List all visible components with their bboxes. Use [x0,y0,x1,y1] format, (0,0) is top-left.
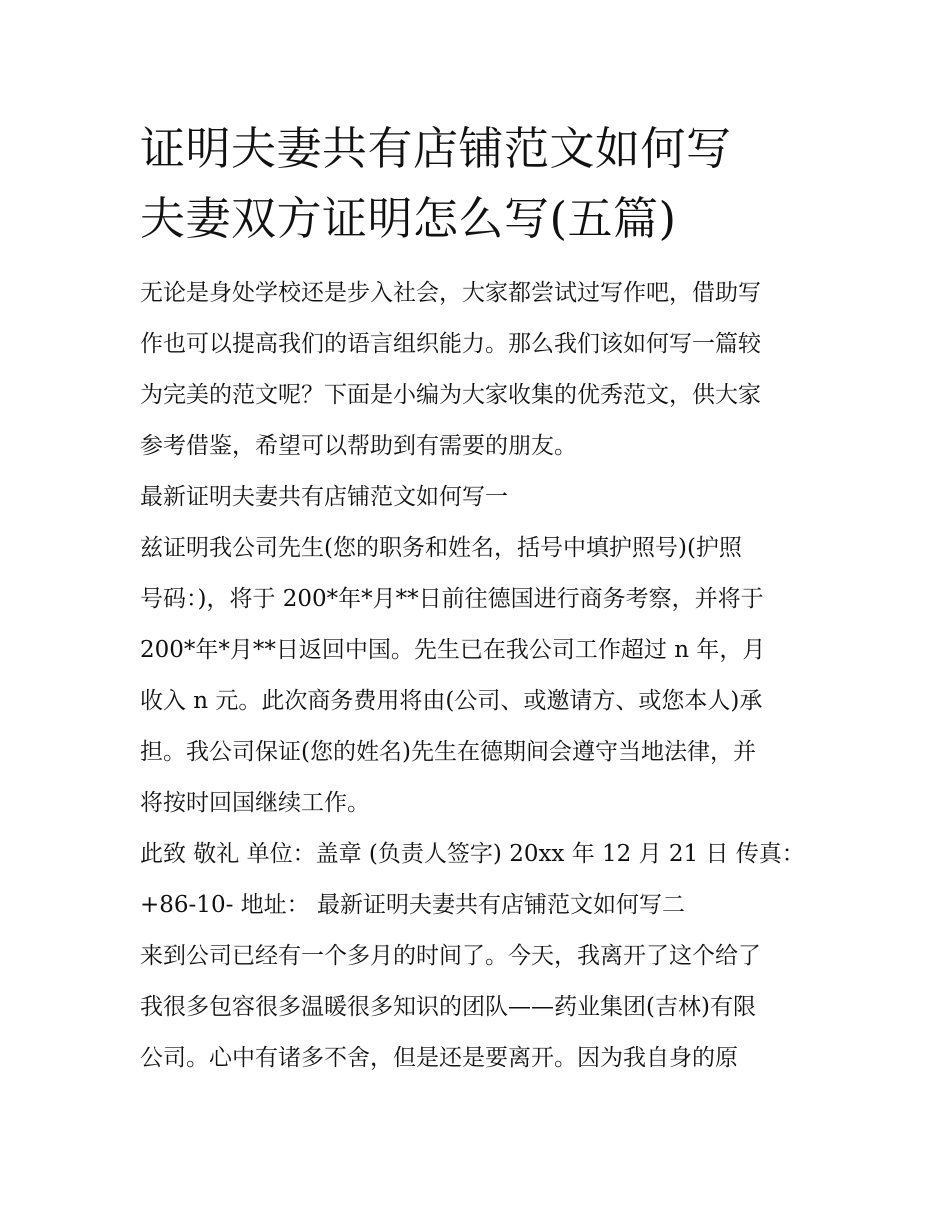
body-line: +86-10- 地址： 最新证明夫妻共有店铺范文如何写二 [140,892,685,918]
section-heading: 最新证明夫妻共有店铺范文如何写一 [140,484,508,510]
title-line-2: 夫妻双方证明怎么写(五篇) [140,192,677,245]
body-line: 参考借鉴，希望可以帮助到有需要的朋友。 [140,433,577,459]
body-line: 作也可以提高我们的语言组织能力。那么我们该如何写一篇较 [140,331,761,357]
body-line: 为完美的范文呢？下面是小编为大家收集的优秀范文，供大家 [140,382,761,408]
body-line: 担。我公司保证(您的姓名)先生在德期间会遵守当地法律，并 [140,739,756,765]
body-line: 我很多包容很多温暖很多知识的团队——药业集团(吉林)有限 [140,994,756,1020]
document-content [140,114,812,1084]
document-title [140,114,812,254]
body-line: 公司。心中有诸多不舍，但是还是要离开。因为我自身的原 [140,1045,738,1071]
body-line: 此致 敬礼 单位：盖章 (负责人签字) 20xx 年 12 月 21 日 传真： [140,841,805,867]
body-line: 200*年*月**日返回中国。先生已在我公司工作超过 n 年，月 [140,637,766,663]
body-line: 号码：)，将于 200*年*月**日前往德国进行商务考察，并将于 [140,586,764,612]
body-line: 将按时回国继续工作。 [140,790,370,816]
body-line: 来到公司已经有一个多月的时间了。今天，我离开了这个给了 [140,943,761,969]
body-line: 无论是身处学校还是步入社会，大家都尝试过写作吧，借助写 [140,280,761,306]
document-body [140,268,812,1084]
body-line: 收入 n 元。此次商务费用将由(公司、或邀请方、或您本人)承 [140,688,763,714]
title-line-1: 证明夫妻共有店铺范文如何写 [140,122,732,175]
body-line: 兹证明我公司先生(您的职务和姓名，括号中填护照号)(护照 [140,535,742,561]
